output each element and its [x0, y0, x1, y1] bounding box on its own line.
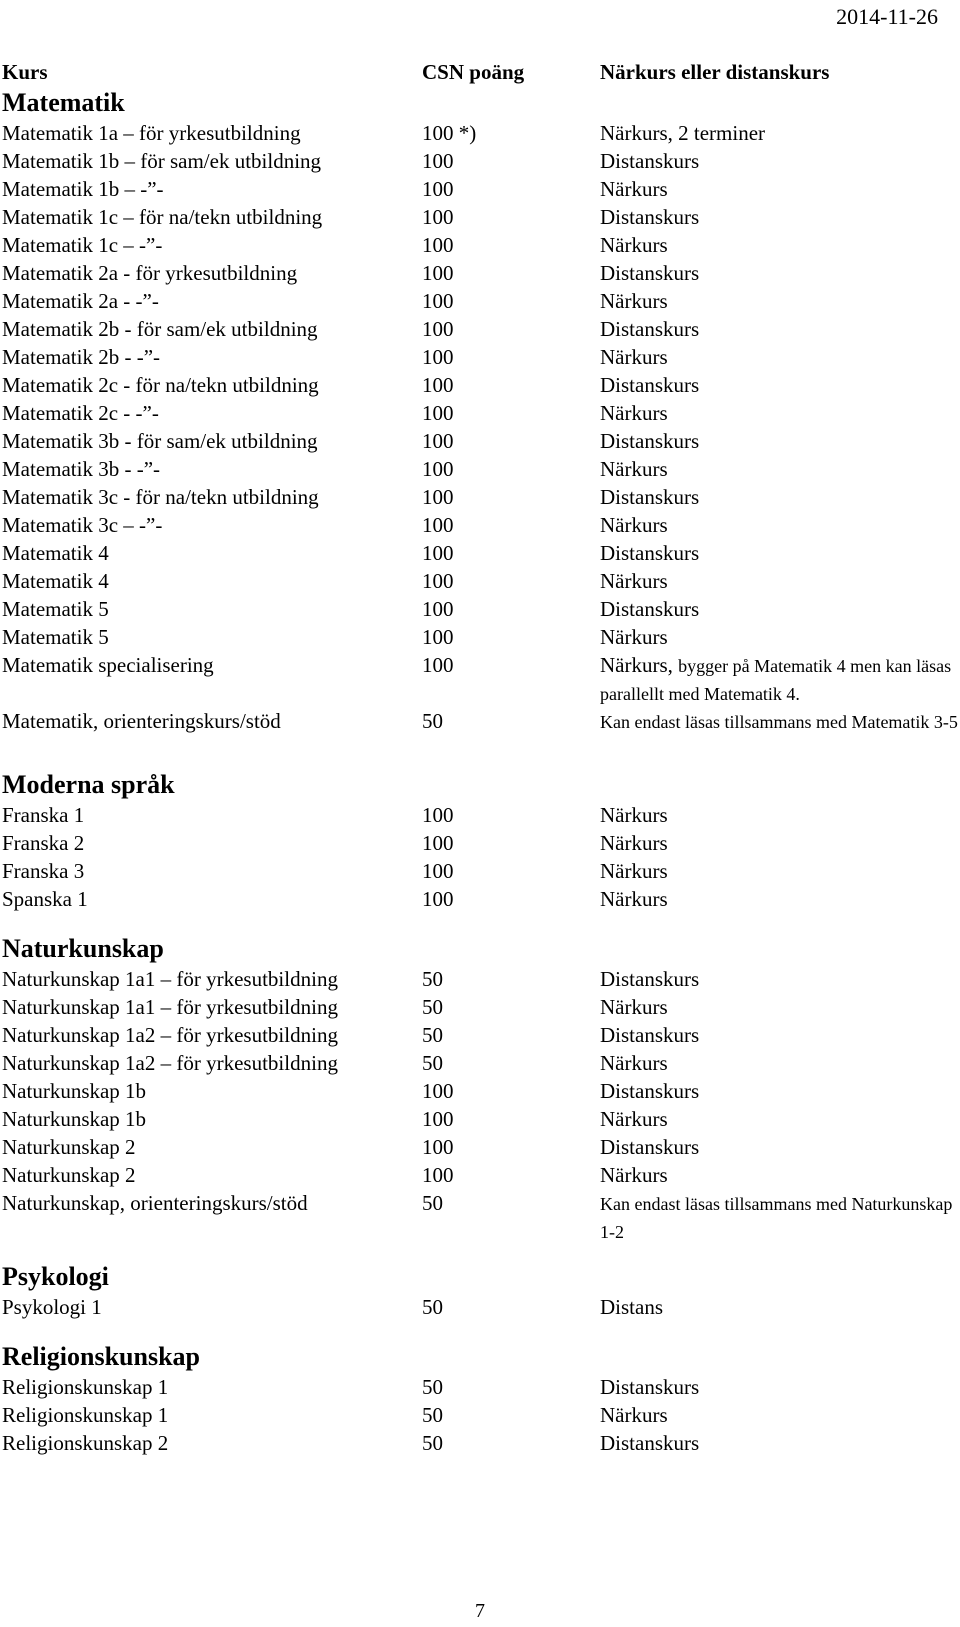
- course-form: Distanskurs: [600, 373, 700, 397]
- course-note: bygger på Matematik 4 men kan läsas parallellt med Matematik 4.: [600, 656, 952, 704]
- table-row: [0, 801, 960, 829]
- section-title: Psykologi: [2, 1262, 109, 1291]
- course-form: Närkurs: [600, 803, 668, 827]
- table-row: [0, 857, 960, 885]
- csn-points: 100: [422, 345, 454, 369]
- header-form: Närkurs eller distanskurs: [600, 60, 830, 84]
- course-form: Närkurs: [600, 1051, 668, 1075]
- csn-points: 50: [422, 709, 443, 733]
- course-form: Närkurs: [600, 1403, 668, 1427]
- course-name: Matematik, orienteringskurs/stöd: [2, 709, 281, 733]
- csn-points: 100: [422, 457, 454, 481]
- course-form: Närkurs, 2 terminer: [600, 121, 766, 145]
- course-form: Närkurs: [600, 625, 668, 649]
- table-row: [0, 539, 960, 567]
- course-note: Kan endast läsas tillsammans med Matematik 3-5: [600, 712, 958, 732]
- csn-points: 100: [422, 831, 454, 855]
- course-name: Religionskunskap 2: [2, 1431, 169, 1455]
- csn-points: 100: [422, 317, 454, 341]
- csn-points: 100 *): [422, 121, 477, 145]
- csn-points: 100: [422, 1163, 454, 1187]
- table-row: [0, 483, 960, 511]
- course-name: Psykologi 1: [2, 1295, 102, 1319]
- course-name: Naturkunskap 1a2 – för yrkesutbildning: [2, 1051, 338, 1075]
- course-name: Naturkunskap, orienteringskurs/stöd: [2, 1191, 308, 1215]
- csn-points: 50: [422, 1431, 443, 1455]
- course-form: Närkurs: [600, 401, 668, 425]
- csn-points: 100: [422, 859, 454, 883]
- course-form: Närkurs: [600, 1163, 668, 1187]
- course-form: [600, 707, 960, 759]
- table-row: [0, 511, 960, 539]
- csn-points: 100: [422, 177, 454, 201]
- csn-points: 100: [422, 513, 454, 537]
- course-form: Distanskurs: [600, 1431, 700, 1455]
- course-form: [600, 651, 960, 707]
- course-name: Matematik 3c - för na/tekn utbildning: [2, 485, 319, 509]
- csn-points: 100: [422, 401, 454, 425]
- course-name: Matematik 3c – -”-: [2, 513, 163, 537]
- csn-points: 50: [422, 995, 443, 1019]
- table-row: [0, 993, 960, 1021]
- course-form: Närkurs: [600, 887, 668, 911]
- table-row: [0, 567, 960, 595]
- table-row: [0, 427, 960, 455]
- course-form: Distanskurs: [600, 149, 700, 173]
- course-name: Matematik 2b - -”-: [2, 345, 161, 369]
- course-name: Matematik 4: [2, 569, 109, 593]
- course-form: Distanskurs: [600, 1375, 700, 1399]
- course-name: Matematik specialisering: [2, 653, 214, 677]
- course-form: Distanskurs: [600, 597, 700, 621]
- course-name: Matematik 4: [2, 541, 109, 565]
- table-row: [0, 1049, 960, 1077]
- course-form: Distanskurs: [600, 1079, 700, 1103]
- csn-points: 100: [422, 205, 454, 229]
- course-name: Matematik 5: [2, 597, 109, 621]
- course-form: Distanskurs: [600, 1023, 700, 1047]
- csn-points: 100: [422, 233, 454, 257]
- course-name: Matematik 5: [2, 625, 109, 649]
- table-row: [0, 1161, 960, 1189]
- table-row: [0, 707, 960, 759]
- csn-points: 100: [422, 1135, 454, 1159]
- course-form: Distanskurs: [600, 967, 700, 991]
- course-name: Matematik 3b - -”-: [2, 457, 161, 481]
- section-title: Matematik: [2, 88, 125, 117]
- csn-points: 100: [422, 541, 454, 565]
- course-form: Närkurs: [600, 513, 668, 537]
- course-form: Närkurs: [600, 177, 668, 201]
- course-form: Närkurs: [600, 831, 668, 855]
- csn-points: 100: [422, 803, 454, 827]
- table-row: [0, 287, 960, 315]
- csn-points: 100: [422, 625, 454, 649]
- sections: [0, 87, 960, 1457]
- csn-points: 100: [422, 261, 454, 285]
- csn-points: 100: [422, 149, 454, 173]
- course-name: Matematik 1c – för na/tekn utbildning: [2, 205, 323, 229]
- table-row: [0, 595, 960, 623]
- table-row: [0, 231, 960, 259]
- course-name: Matematik 2a - -”-: [2, 289, 159, 313]
- csn-points: 100: [422, 1107, 454, 1131]
- table-row: [0, 623, 960, 651]
- course-form: Distanskurs: [600, 429, 700, 453]
- csn-points: 100: [422, 485, 454, 509]
- table-row: [0, 1373, 960, 1401]
- course-name: Matematik 2c - för na/tekn utbildning: [2, 373, 319, 397]
- course-form: Närkurs: [600, 1107, 668, 1131]
- csn-points: 100: [422, 653, 454, 677]
- course-form: Distanskurs: [600, 205, 700, 229]
- table-row: [0, 455, 960, 483]
- course-name: Naturkunskap 1a1 – för yrkesutbildning: [2, 995, 338, 1019]
- course-note: Kan endast läsas tillsammans med Naturkunskap 1-2: [600, 1194, 953, 1242]
- course-name: Matematik 2b - för sam/ek utbildning: [2, 317, 318, 341]
- csn-points: 50: [422, 1023, 443, 1047]
- table-row: [0, 1293, 960, 1321]
- section-title: Moderna språk: [2, 770, 175, 799]
- course-name: Naturkunskap 2: [2, 1135, 136, 1159]
- course-name: Naturkunskap 1b: [2, 1079, 147, 1103]
- course-name: Religionskunskap 1: [2, 1403, 169, 1427]
- table-row: [0, 147, 960, 175]
- course-name: Religionskunskap 1: [2, 1375, 169, 1399]
- csn-points: 100: [422, 289, 454, 313]
- course-form: Närkurs: [600, 859, 668, 883]
- csn-points: 100: [422, 429, 454, 453]
- course-form: Distans: [600, 1295, 663, 1319]
- csn-points: 50: [422, 1375, 443, 1399]
- table-row: [0, 259, 960, 287]
- course-form: Distanskurs: [600, 261, 700, 285]
- table-row: [0, 371, 960, 399]
- csn-points: 50: [422, 967, 443, 991]
- table-row: [0, 885, 960, 913]
- course-name: Matematik 1b – för sam/ek utbildning: [2, 149, 322, 173]
- course-form: Distanskurs: [600, 317, 700, 341]
- csn-points: 100: [422, 1079, 454, 1103]
- csn-points: 100: [422, 569, 454, 593]
- course-name: Spanska 1: [2, 887, 88, 911]
- table-row: [0, 1133, 960, 1161]
- table-header: [0, 57, 960, 87]
- course-name: Franska 2: [2, 831, 85, 855]
- csn-points: 100: [422, 597, 454, 621]
- course-name: Matematik 1b – -”-: [2, 177, 164, 201]
- course-form: Distanskurs: [600, 485, 700, 509]
- table-row: [0, 965, 960, 993]
- course-form: Närkurs: [600, 233, 668, 257]
- course-form: Distanskurs: [600, 541, 700, 565]
- section-title: Religionskunskap: [2, 1342, 200, 1371]
- document-date: 2014-11-26: [836, 4, 938, 29]
- course-name: Franska 1: [2, 803, 85, 827]
- course-name: Matematik 1a – för yrkesutbildning: [2, 121, 301, 145]
- table-row: [0, 343, 960, 371]
- table-row: [0, 1401, 960, 1429]
- table-row: [0, 1021, 960, 1049]
- csn-points: 50: [422, 1191, 443, 1215]
- csn-points: 50: [422, 1051, 443, 1075]
- table-row: [0, 829, 960, 857]
- course-form: Närkurs: [600, 289, 668, 313]
- table-row: [0, 651, 960, 707]
- course-name: Naturkunskap 1b: [2, 1107, 147, 1131]
- course-form-label: Närkurs,: [600, 653, 673, 677]
- table-row: [0, 399, 960, 427]
- course-form: Närkurs: [600, 995, 668, 1019]
- course-name: Franska 3: [2, 859, 85, 883]
- course-form: Närkurs: [600, 345, 668, 369]
- course-form: [600, 1189, 960, 1241]
- course-name: Naturkunskap 2: [2, 1163, 136, 1187]
- header-kurs: Kurs: [2, 60, 48, 84]
- table-row: [0, 119, 960, 147]
- page-number: 7: [475, 1600, 485, 1622]
- table-row: [0, 1077, 960, 1105]
- course-form: Distanskurs: [600, 1135, 700, 1159]
- course-name: Matematik 1c – -”-: [2, 233, 163, 257]
- course-name: Matematik 2a - för yrkesutbildning: [2, 261, 298, 285]
- course-name: Naturkunskap 1a1 – för yrkesutbildning: [2, 967, 338, 991]
- course-table: [0, 57, 960, 1457]
- course-form: Närkurs: [600, 569, 668, 593]
- header-csn: CSN poäng: [422, 60, 525, 84]
- csn-points: 50: [422, 1295, 443, 1319]
- csn-points: 100: [422, 373, 454, 397]
- table-row: [0, 1429, 960, 1457]
- section-title: Naturkunskap: [2, 934, 164, 963]
- course-name: Matematik 3b - för sam/ek utbildning: [2, 429, 318, 453]
- table-row: [0, 175, 960, 203]
- table-row: [0, 315, 960, 343]
- course-name: Naturkunskap 1a2 – för yrkesutbildning: [2, 1023, 338, 1047]
- table-row: [0, 1105, 960, 1133]
- csn-points: 100: [422, 887, 454, 911]
- table-row: [0, 1189, 960, 1241]
- course-name: Matematik 2c - -”-: [2, 401, 159, 425]
- csn-points: 50: [422, 1403, 443, 1427]
- course-form: Närkurs: [600, 457, 668, 481]
- table-row: [0, 203, 960, 231]
